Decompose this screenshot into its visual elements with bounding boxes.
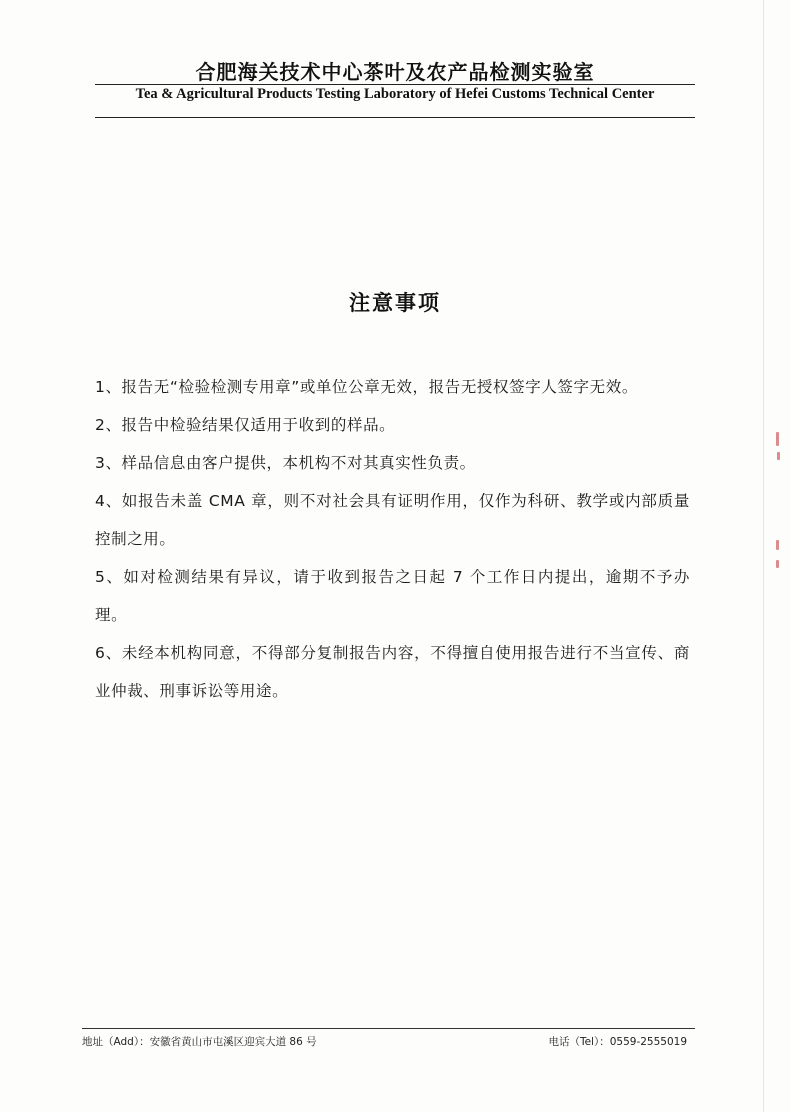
footer-phone: 电话（Tel）：0559-2555019 bbox=[548, 1036, 687, 1048]
notice-title: 注意事项 bbox=[349, 291, 441, 315]
footer-divider bbox=[82, 1028, 695, 1029]
footer-address: 地址（Add）：安徽省黄山市屯溪区迎宾大道 86 号 bbox=[82, 1036, 317, 1048]
lab-name-english: Tea & Agricultural Products Testing Laboratory of Hefei Customs Technical Center bbox=[135, 86, 655, 102]
scan-mark bbox=[776, 432, 779, 446]
header-divider-top bbox=[95, 84, 695, 85]
scan-edge-line bbox=[763, 0, 764, 1112]
notice-item-5: 5、如对检测结果有异议，请于收到报告之日起 7 个工作日内提出，逾期不予办理。 bbox=[95, 568, 690, 624]
lab-name-chinese: 合肥海关技术中心茶叶及农产品检测实验室 bbox=[195, 60, 595, 84]
header-divider-bottom bbox=[95, 117, 695, 118]
scan-mark bbox=[777, 452, 780, 460]
scan-mark bbox=[776, 560, 779, 568]
notice-list bbox=[95, 368, 690, 710]
notice-item-1: 1、报告无“检验检测专用章”或单位公章无效，报告无授权签字人签字无效。 bbox=[95, 378, 638, 396]
notice-item-2: 2、报告中检验结果仅适用于收到的样品。 bbox=[95, 416, 396, 434]
notice-item-3: 3、样品信息由客户提供，本机构不对其真实性负责。 bbox=[95, 454, 476, 472]
notice-item-4: 4、如报告未盖 CMA 章，则不对社会具有证明作用，仅作为科研、教学或内部质量控制之用。 bbox=[95, 492, 690, 548]
scan-mark bbox=[776, 540, 779, 550]
notice-item-6: 6、未经本机构同意，不得部分复制报告内容，不得擅自使用报告进行不当宣传、商业仲裁、刑事诉讼等用途。 bbox=[95, 644, 690, 700]
